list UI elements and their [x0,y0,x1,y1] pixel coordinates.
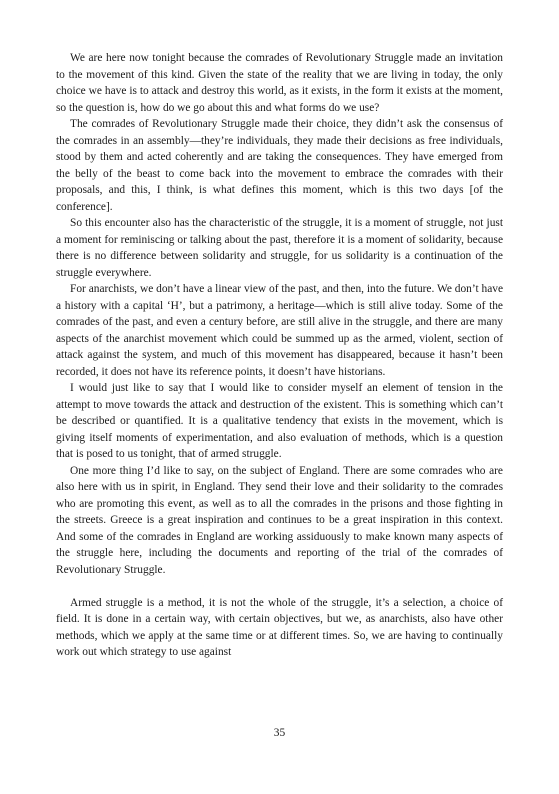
page-number: 35 [273,727,286,739]
paragraph-1: We are here now tonight because the comrades of Revolutionary Struggle made an invitation to the movement of this kind. Given the state of the reality that we are living in today, the only choice we have is to attack and destroy this world, as it exists, in the form it exists at the moment, so the question is, how do we go about this and what forms do we use? [56,52,503,114]
paragraph-4: For anarchists, we don’t have a linear view of the past, and then, into the future. We don’t have a history with a capital ‘H’, but a patrimony, a heritage—which is still alive today. Some of the comrades of the past, and even a century before, are still alive in the struggle, and there are many aspects of the anarchist movement which could be summed up as the armed, violent, section of attack against the system, and much of this movement has disappeared, because it hasn’t been recorded, it does not have its reference points, it doesn’t have historians. [56,283,503,378]
paragraph-5: I would just like to say that I would like to consider myself an element of tension in the attempt to move towards the attack and destruction of the existent. This is something which can’t be described or quantified. It is a qualitative tendency that exists in the movement, which is giving itself moments of experimentation, and also evaluation of methods, which is a question that is posed to us tonight, that of armed struggle. [56,382,503,460]
paragraph-2: The comrades of Revolutionary Struggle made their choice, they didn’t ask the consensus of the comrades in an assembly—they’re individuals, they made their decisions as free individuals, stood by them and acted coherently and are taking the consequences. They have emerged from the belly of the beast to come back into the movement to embrace the comrades with their proposals, and this, I think, is what defines this moment, which is this two days [of the conference]. [56,118,503,213]
page-body [56,50,503,661]
paragraph-7: Armed struggle is a method, it is not the whole of the struggle, it’s a selection, a choice of field. It is done in a certain way, with certain objectives, but we, as anarchists, also have other methods, which we apply at the same time or at different times. So, we are having to continually work out which strategy to use against [56,596,503,658]
paragraph-6: One more thing I’d like to say, on the subject of England. There are some comrades who are also here with us in spirit, in England. They send their love and their solidarity to the comrades who are promoting this event, as well as to all the comrades in the prisons and those fighting in the streets. Greece is a great inspiration and continues to be a great inspiration in this context. And some of the comrades in England are working assiduously to make known many aspects of the struggle here, including the documents and reporting of the trial of the comrades of Revolutionary Struggle. [56,464,503,576]
paragraph-3: So this encounter also has the characteristic of the struggle, it is a moment of struggle, not just a moment for reminiscing or talking about the past, therefore it is a moment of solidarity, because there is no difference between solidarity and struggle, for us solidarity is a continuation of the struggle everywhere. [56,217,503,279]
